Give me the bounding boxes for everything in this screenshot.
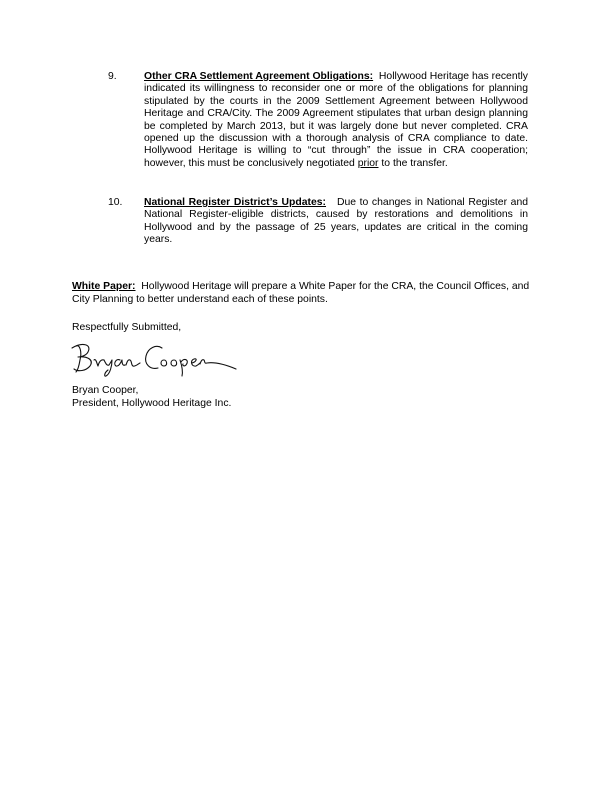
item-number: 9. (108, 71, 117, 82)
handwritten-signature (66, 338, 246, 378)
underlined-word: prior (357, 157, 379, 169)
item-text-end: to the transfer. (378, 157, 448, 169)
white-paper-text: Hollywood Heritage will prepare a White Paper for the CRA, the Council Offices, and City Planning to better understand each of these points. (72, 281, 530, 306)
signatory-block (72, 384, 231, 411)
white-paper-heading: White Paper: (72, 281, 136, 292)
list-item-10 (72, 197, 528, 247)
item-heading: National Register District’s Updates: (144, 197, 327, 208)
item-text: Hollywood Heritage has recently indicated its willingness to reconsider one or more of the obligations for planning stipulated by the courts in the 2009 Settlement Agreement between Hollywood Heritage and CRA/City. The 2009 Agreement stipulates that urban design planning be completed by March 2013, but it was largely done but never completed. CRA opened up the discussion with a thorough analysis of CRA compliance to date. Hollywood Heritage is willing to “cut through” the issue in CRA cooperation; however, this must be conclusively negotiated (144, 71, 528, 169)
item-body (144, 71, 528, 170)
item-body (144, 197, 528, 247)
item-text: Due to changes in National Register and National Register-eligible districts, caused by restorations and demolitions in Hollywood and by the passage of 25 years, updates are critical in the coming years. (144, 197, 528, 246)
item-number: 10. (108, 197, 123, 208)
signatory-name: Bryan Cooper, (72, 385, 139, 396)
signatory-title: President, Hollywood Heritage Inc. (72, 398, 232, 410)
item-heading: Other CRA Settlement Agreement Obligations: (144, 71, 374, 82)
list-item-9 (72, 71, 528, 170)
closing: Respectfully Submitted, (72, 322, 182, 333)
white-paper-paragraph (72, 280, 532, 306)
